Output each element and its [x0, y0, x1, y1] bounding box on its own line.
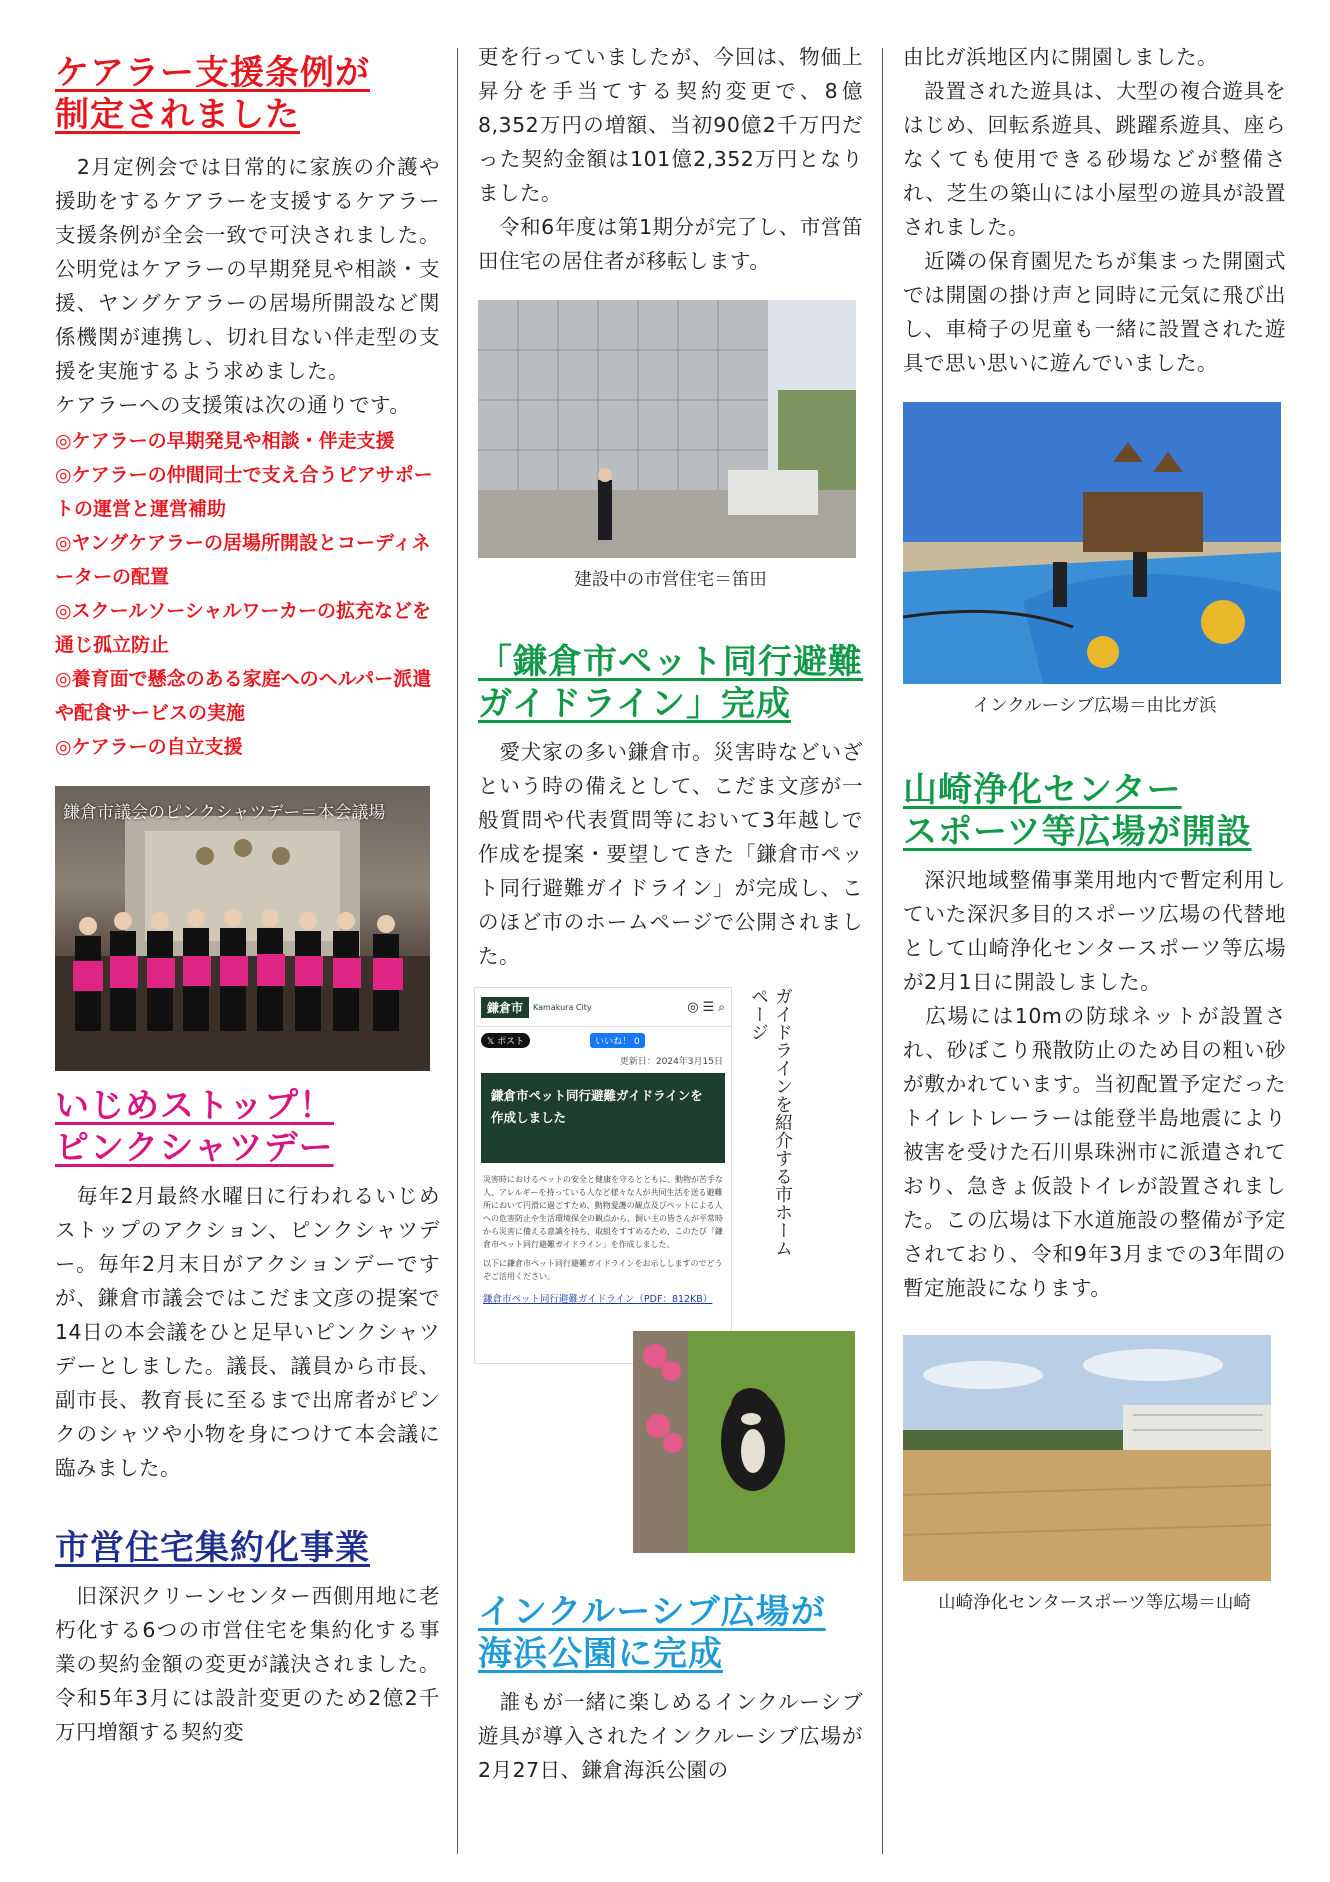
menu-icon[interactable]: ☰ [702, 999, 715, 1015]
photo-caption: インクルーシブ広場＝由比ガ浜 [972, 696, 1217, 716]
article-text: 設置された遊具は、大型の複合遊具をはじめ、回転系遊具、跳躍系遊具、座らなくても使用できる砂場などが整備され、芝生の築山には小屋型の遊具が設置されました。 [903, 79, 1286, 239]
article-heading-sports-ground: 山崎浄化センター スポーツ等広場が開設 [903, 770, 1252, 852]
column-1 [55, 40, 440, 1749]
shiba-dog-photo [633, 1331, 855, 1553]
list-item: ◎ヤングケアラーの居場所開設とコーディネーターの配置 [55, 532, 431, 588]
page-body-text: 災害時におけるペットの安全と健康を守るとともに、動物が苦手な人、アレルギーを持っている人など様々な人が共同生活を送る避難所において円滑に過ごすため、動物愛護の観点及びペットによる人への危害防止や生活環境保全の観点から、飼い主の皆さんが平常時から災害に備える意識を持ち、取組をすすめるため、このたび「鎌倉市ペット同行避難ガイドライン」を作成しました。 [483, 1175, 723, 1249]
column-3 [903, 40, 1286, 1614]
article-text: 令和6年度は第1期分が完了し、市営笛田住宅の居住者が移転します。 [478, 215, 863, 273]
article-text: ケアラーへの支援策は次の通りです。 [55, 393, 411, 417]
site-logo: 鎌倉市 [481, 997, 529, 1018]
list-item: ◎ケアラーの自立支援 [55, 736, 243, 758]
list-item: ◎ケアラーの早期発見や相談・伴走支援 [55, 430, 395, 452]
photo-caption: 建設中の市営住宅＝笛田 [574, 570, 767, 590]
article-text: 旧深沢クリーンセンター西側用地に老朽化する6つの市営住宅を集約化する事業の契約金額の変更が議決されました。令和5年3月には設計変更のため2億2千万円増額する契約変 [55, 1584, 440, 1744]
article-text: 近隣の保育園児たちが集まった開園式では開園の掛け声と同時に元気に飛び出し、車椅子の児童も一緒に設置された遊具で思い思いに遊んでいました。 [903, 249, 1286, 375]
pdf-link[interactable]: 鎌倉市ペット同行避難ガイドライン（PDF：812KB） [483, 1294, 713, 1305]
x-post-button[interactable] [481, 1033, 530, 1048]
column-2 [478, 40, 863, 1787]
article-text: 毎年2月最終水曜日に行われるいじめストップのアクション、ピンクシャツデー。毎年2月末日がアクションデーですが、鎌倉市議会ではこだま文彦の提案で14日の本会議をひと足早いピンクシャツデーとしました。議長、議員から市長、副市長、教育長に至るまで出席者がピンクのシャツや小物を身につけて本会議に臨みました。 [55, 1184, 440, 1480]
website-screenshot [474, 987, 732, 1364]
page-banner: 鎌倉市ペット同行避難ガイドラインを作成しました [481, 1073, 725, 1163]
article-heading-housing: 市営住宅集約化事業 [55, 1528, 370, 1568]
pink-shirt-day-photo [55, 786, 430, 1071]
article-text: 2月定例会では日常的に家族の介護や援助をするケアラーを支援するケアラー支援条例が全会一致で可決されました。公明党はケアラーの早期発見や相談・支援、ヤングケアラーの居場所開設など関係機関が連携し、切れ目ない伴走型の支援を実施するよう求めました。 [55, 155, 440, 383]
site-header [475, 988, 731, 1027]
page-body-text: 以下に鎌倉市ペット同行避難ガイドラインをお示ししますのでどうぞご活用ください。 [483, 1259, 723, 1281]
article-text: 深沢地域整備事業用地内で暫定利用していた深沢多目的スポーツ広場の代替地として山崎浄化センタースポーツ等広場が2月1日に開設しました。 [903, 868, 1286, 994]
search-icon[interactable]: ⌕ [718, 999, 725, 1014]
photo-caption: 鎌倉市議会のピンクシャツデー＝本会議場 [63, 803, 386, 823]
column-divider [882, 48, 883, 1854]
x-logo-icon: 𝕏 [487, 1037, 495, 1047]
article-heading-pet-guideline: 「鎌倉市ペット同行避難 ガイドライン」完成 [478, 642, 863, 724]
sports-ground-photo [903, 1335, 1271, 1581]
article-heading-carer: ケアラー支援条例が 制定されました [55, 53, 370, 135]
inclusive-park-photo [903, 402, 1281, 684]
globe-icon[interactable]: ◎ [687, 999, 699, 1015]
guideline-figure [478, 987, 863, 1565]
article-text: 広場には10mの防球ネットが設置され、砂ぼこり飛散防止のため目の粗い砂が敷かれています。当初配置予定だったトイレトレーラーは能登半島地震により被害を受けた石川県珠洲市に派遣されており、急きょ仮設トイレが設置されました。この広場は下水道施設の整備が予定されており、令和9年3月までの3年間の暫定施設になります。 [903, 1004, 1286, 1300]
article-text: 由比ガ浜地区内に開園しました。 [903, 45, 1218, 69]
like-button[interactable]: いいね！ 0 [590, 1033, 645, 1048]
vertical-caption: ガイドラインを紹介する市ホームページ [748, 987, 793, 1257]
article-heading-inclusive-park: インクルーシブ広場が 海浜公園に完成 [478, 1592, 826, 1674]
list-item: ◎養育面で懸念のある家庭へのヘルパー派遣や配食サービスの実施 [55, 668, 432, 724]
post-label: ポスト [497, 1037, 525, 1047]
share-bar [475, 1027, 731, 1054]
photo-caption: 山崎浄化センタースポーツ等広場＝山崎 [938, 1593, 1251, 1613]
updated-date: 更新日：2024年3月15日 [619, 1057, 723, 1067]
support-list [55, 424, 440, 764]
list-item: ◎スクールソーシャルワーカーの拡充などを通じ孤立防止 [55, 600, 432, 656]
column-divider [457, 48, 458, 1854]
article-text: 更を行っていましたが、今回は、物価上昇分を手当てする契約変更で、8億8,352万円の増額、当初90億2千万円だった契約金額は101億2,352万円となりました。 [478, 45, 863, 205]
article-heading-pink-shirt: いじめストップ！ ピンクシャツデー [55, 1086, 334, 1168]
list-item: ◎ケアラーの仲間同士で支え合うピアサポートの運営と運営補助 [55, 464, 433, 520]
article-text: 愛犬家の多い鎌倉市。災害時などいざという時の備えとして、こだま文彦が一般質問や代表質問等において3年越しで作成を提案・要望してきた「鎌倉市ペット同行避難ガイドライン」が完成し、このほど市のホームページで公開されました。 [478, 740, 863, 968]
housing-construction-photo [478, 300, 856, 558]
site-logo-en: Kamakura City [533, 1002, 592, 1012]
article-text: 誰もが一緒に楽しめるインクルーシブ遊具が導入されたインクルーシブ広場が2月27日、鎌倉海浜公園の [478, 1690, 863, 1782]
